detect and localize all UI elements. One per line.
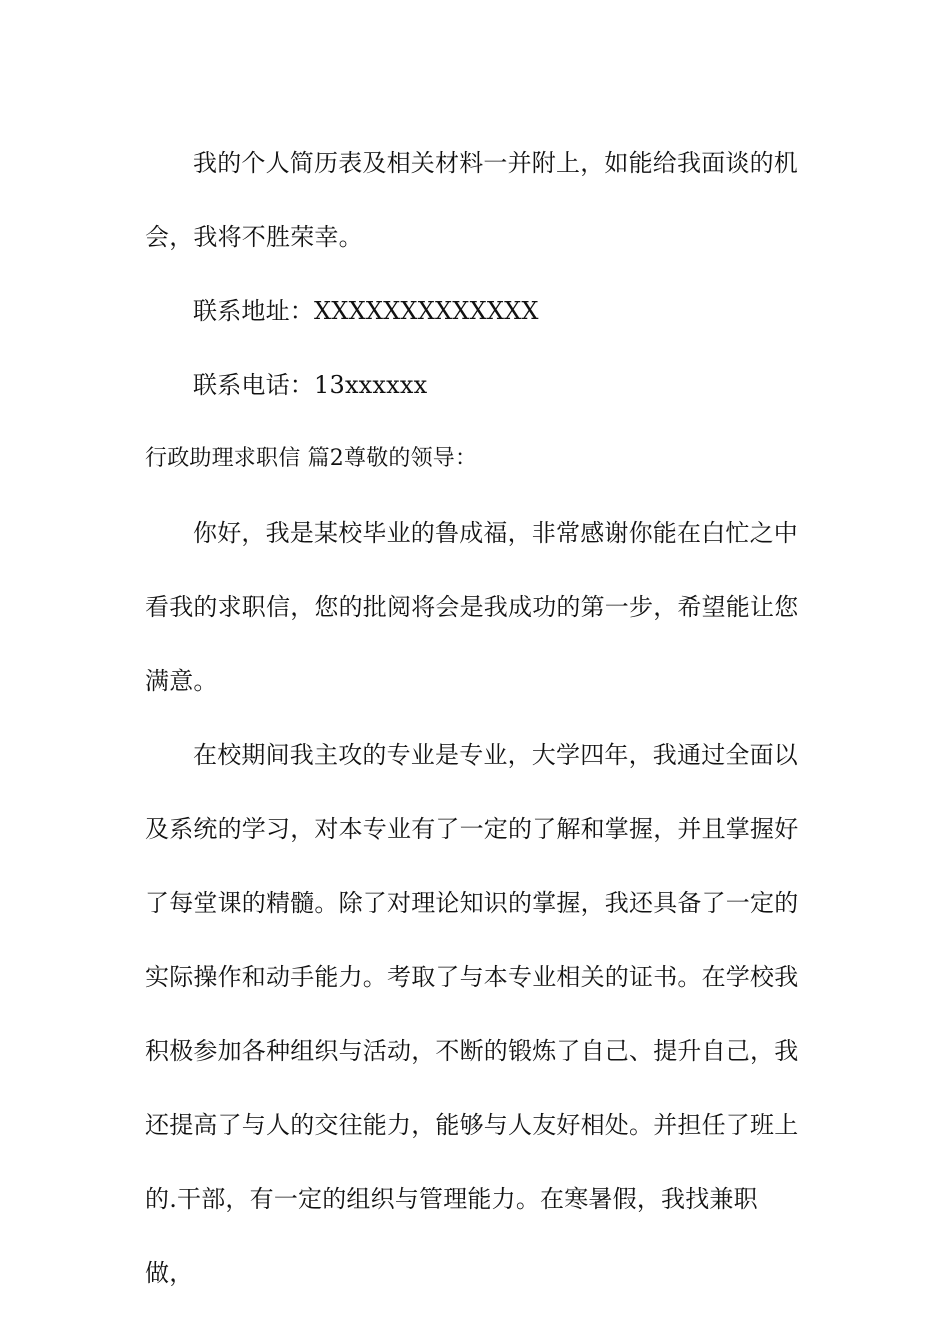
contact-address: 联系地址：XXXXXXXXXXXXX — [193, 297, 539, 325]
education-paragraph: 在校期间我主攻的专业是专业，大学四年，我通过全面以及系统的学习，对本专业有了一定的了解和掌握，并且掌握好了每堂课的精髓。除了对理论知识的掌握，我还具备了一定的实际操作和动手能力。考取了与本专业相关的证书。在学校我积极参加各种组织与活动，不断的锻炼了自己、提升自己，我还提高了与人的交往能力，能够与人友好相处。并担任了班上的.干部，有一定的组织与管理能力。在寒暑假，我找兼职做， — [145, 741, 799, 1287]
document-body — [145, 126, 805, 1310]
closing-paragraph: 我的个人简历表及相关材料一并附上，如能给我面谈的机会，我将不胜荣幸。 — [145, 149, 798, 251]
contact-phone: 联系电话：13xxxxxx — [193, 371, 428, 399]
greeting-paragraph: 你好，我是某校毕业的鲁成福，非常感谢你能在白忙之中看我的求职信，您的批阅将会是我成功的第一步，希望能让您满意。 — [145, 519, 799, 695]
section-heading: 行政助理求职信 篇2尊敬的领导： — [145, 446, 478, 471]
